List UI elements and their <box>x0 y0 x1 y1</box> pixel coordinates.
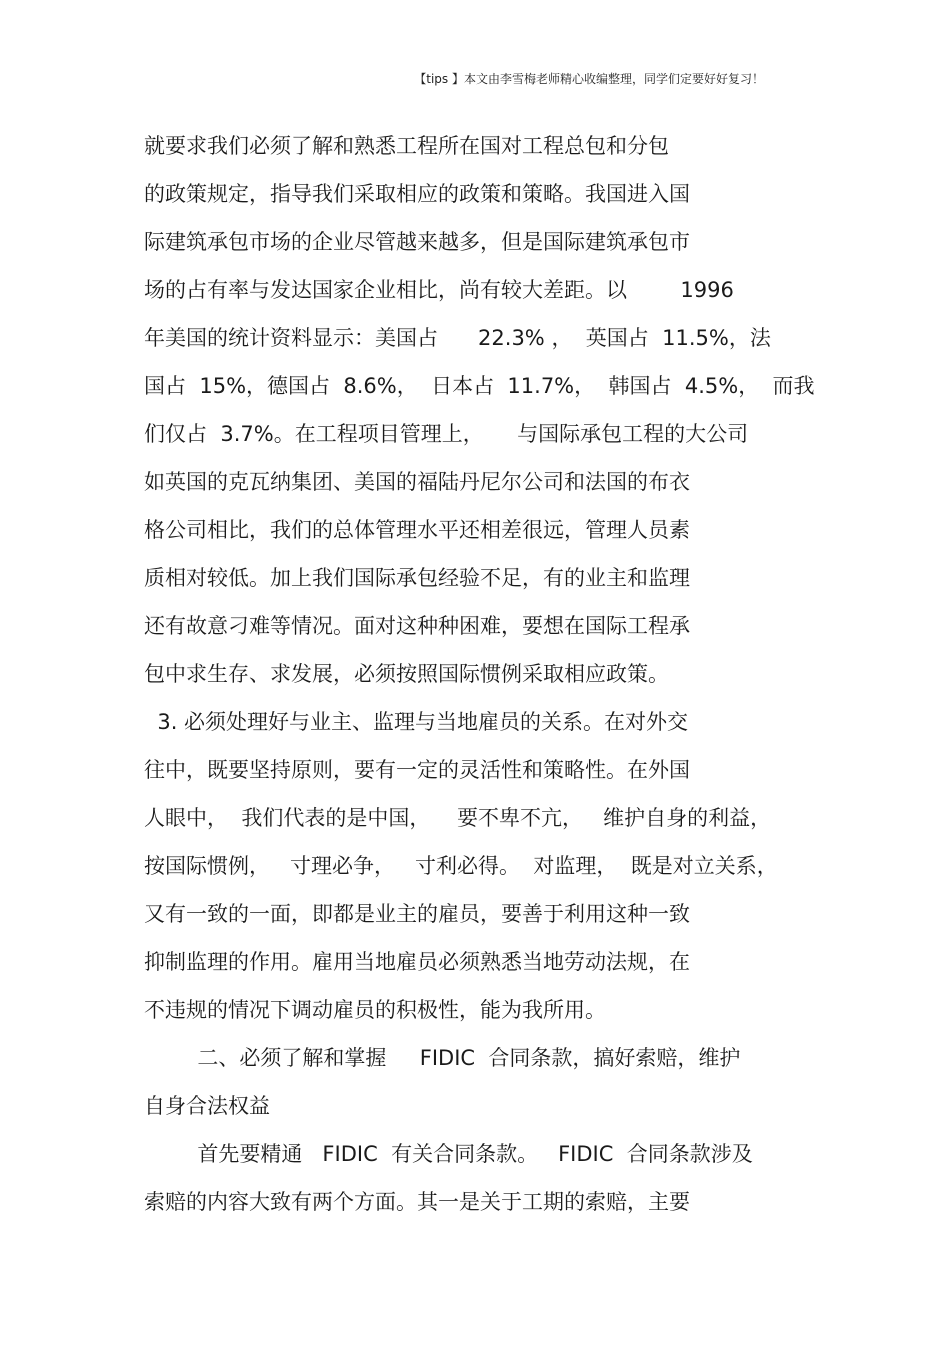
body-line: 就要求我们必须了解和熟悉工程所在国对工程总包和分包 <box>144 134 669 158</box>
body-line: 还有故意刁难等情况。面对这种种困难，要想在国际工程承 <box>144 614 690 638</box>
body-line: 们仅占 3.7%。在工程项目管理上， 与国际承包工程的大公司 <box>144 422 749 446</box>
body-line: 二、必须了解和掌握 FIDIC 合同条款，搞好索赔，维护 <box>144 1046 741 1070</box>
body-line: 3. 必须处理好与业主、监理与当地雇员的关系。在对外交 <box>144 710 689 734</box>
body-line: 年美国的统计资料显示：美国占 22.3% ， 英国占 11.5%，法 <box>144 326 771 350</box>
body-line: 的政策规定，指导我们采取相应的政策和策略。我国进入国 <box>144 182 690 206</box>
body-line: 又有一致的一面，即都是业主的雇员，要善于利用这种一致 <box>144 902 690 926</box>
body-line: 国占 15%，德国占 8.6%， 日本占 11.7%， 韩国占 4.5%， 而我 <box>144 374 815 398</box>
header-tips-note: 【tips 】本文由李雪梅老师精心收编整理，同学们定要好好复习！ <box>414 72 764 86</box>
body-line: 抑制监理的作用。雇用当地雇员必须熟悉当地劳动法规，在 <box>144 950 690 974</box>
body-line: 首先要精通 FIDIC 有关合同条款。 FIDIC 合同条款涉及 <box>144 1142 753 1166</box>
body-line: 按国际惯例， 寸理必争， 寸利必得。 对监理， 既是对立关系， <box>144 854 778 878</box>
body-line: 人眼中， 我们代表的是中国， 要不卑不亢， 维护自身的利益， <box>144 806 772 830</box>
body-line: 不违规的情况下调动雇员的积极性，能为我所用。 <box>144 998 606 1022</box>
body-line: 格公司相比，我们的总体管理水平还相差很远，管理人员素 <box>144 518 690 542</box>
body-line: 索赔的内容大致有两个方面。其一是关于工期的索赔，主要 <box>144 1190 690 1214</box>
body-line: 自身合法权益 <box>144 1094 270 1118</box>
body-line: 际建筑承包市场的企业尽管越来越多，但是国际建筑承包市 <box>144 230 690 254</box>
body-line: 往中，既要坚持原则，要有一定的灵活性和策略性。在外国 <box>144 758 690 782</box>
body-line: 如英国的克瓦纳集团、美国的福陆丹尼尔公司和法国的布衣 <box>144 470 690 494</box>
body-line: 包中求生存、求发展，必须按照国际惯例采取相应政策。 <box>144 662 669 686</box>
body-line: 质相对较低。加上我们国际承包经验不足，有的业主和监理 <box>144 566 690 590</box>
body-line: 场的占有率与发达国家企业相比，尚有较大差距。以 1996 <box>144 278 734 302</box>
